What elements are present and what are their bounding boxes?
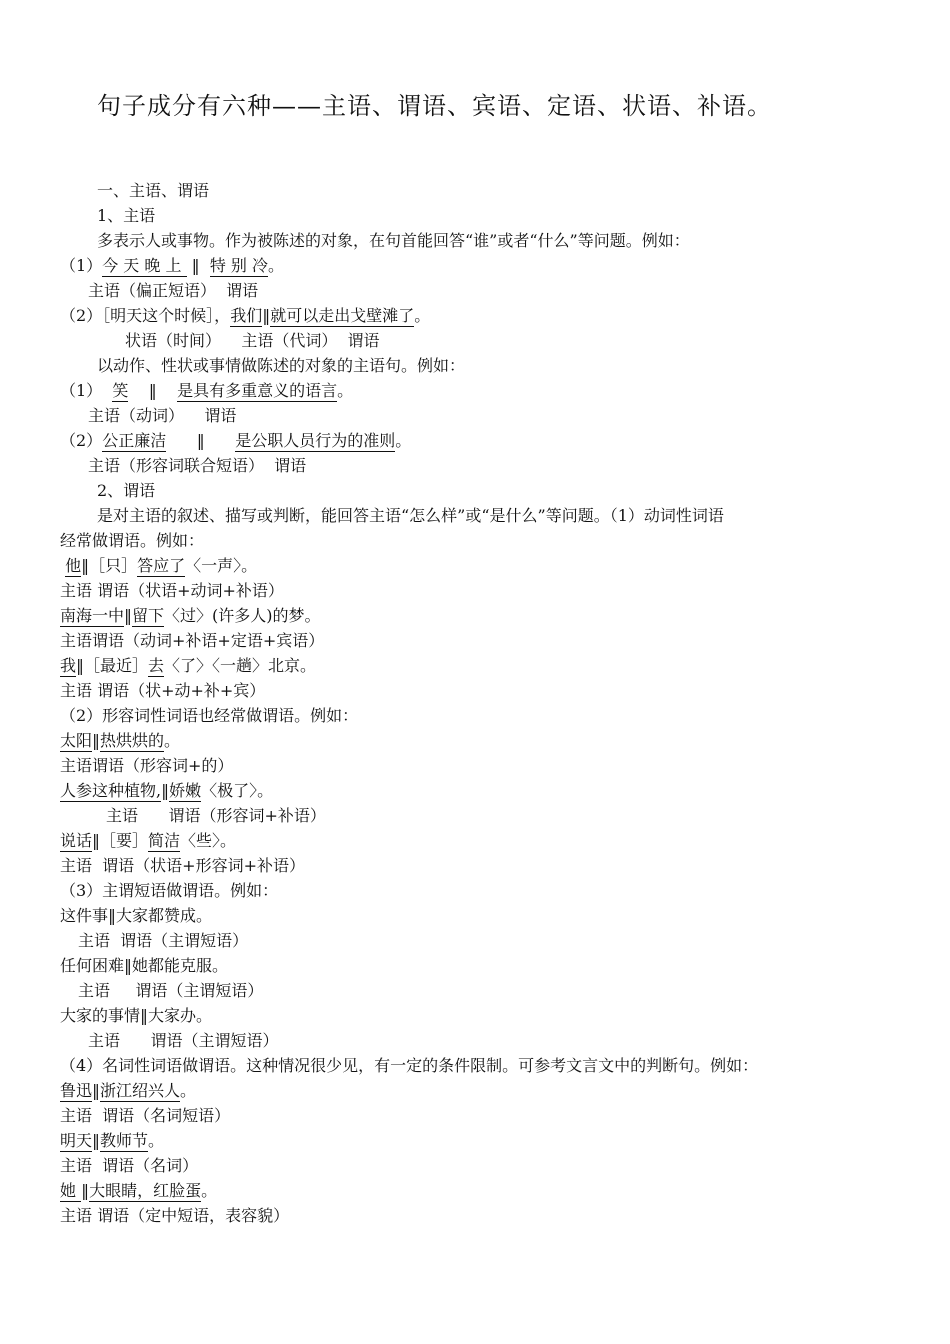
- text-segment: （1）: [60, 256, 103, 275]
- underlined-phrase: 留下: [132, 606, 165, 625]
- document-title: 句子成分有六种——主语、谓语、宾语、定语、状语、补语。: [97, 92, 772, 120]
- text-segment: （2）: [60, 431, 103, 450]
- text-segment: 。: [180, 1081, 197, 1100]
- text-segment: （3）主谓短语做谓语。例如：: [60, 881, 279, 900]
- underlined-phrase: 娇嫩: [169, 781, 202, 800]
- text-segment: 主语谓语（形容词+的）: [60, 756, 234, 775]
- text-segment: 主语谓语（动词+补语+定语+宾语）: [60, 631, 325, 650]
- text-line: [60, 1005, 212, 1027]
- text-segment: 这件事‖大家都赞成。: [60, 906, 213, 925]
- text-segment: 。: [268, 256, 285, 275]
- text-line: [60, 1105, 230, 1127]
- text-line: [88, 280, 258, 302]
- text-line: [60, 630, 324, 652]
- underlined-phrase: 今 天 晚 上: [102, 256, 187, 275]
- text-segment: ‖: [161, 781, 170, 800]
- underlined-phrase: 明天: [60, 1131, 93, 1150]
- underlined-phrase: 鲁迅: [60, 1081, 93, 1100]
- text-line: [60, 880, 278, 902]
- underlined-phrase: 浙江绍兴人: [100, 1081, 181, 1100]
- text-line: [60, 905, 212, 927]
- text-segment: 主语 谓语（主谓短语）: [78, 931, 249, 950]
- text-segment: 主语 谓语（形容词+补语）: [106, 806, 326, 825]
- text-line: [60, 1155, 198, 1177]
- text-segment: （1）: [60, 381, 113, 400]
- text-line: [60, 555, 257, 577]
- text-segment: 主语 谓语（主谓短语）: [78, 981, 264, 1000]
- text-segment: 主语 谓语（状语+形容词+补语）: [60, 856, 305, 875]
- text-segment: 〈些〉。: [180, 831, 237, 850]
- text-line: [60, 605, 321, 627]
- text-segment: ‖: [92, 1081, 101, 1100]
- text-segment: 多表示人或事物。作为被陈述的对象，在句首能回答“谁”或者“什么”等问题。例如：: [97, 231, 690, 250]
- text-line: [97, 480, 155, 502]
- text-segment: ‖: [92, 731, 101, 750]
- text-line: [60, 1055, 758, 1077]
- text-segment: 主语 谓语（名词短语）: [60, 1106, 231, 1125]
- text-segment: 任何困难‖她都能克服。: [60, 956, 229, 975]
- underlined-phrase: 教师节: [100, 1131, 149, 1150]
- text-segment: 。: [395, 431, 412, 450]
- text-line: [60, 430, 411, 452]
- text-segment: 主语（形容词联合短语） 谓语: [88, 456, 307, 475]
- text-line: [97, 230, 690, 252]
- text-segment: ‖［要］: [92, 831, 149, 850]
- text-segment: ‖: [262, 306, 271, 325]
- text-segment: （2）［明天这个时候］，: [60, 306, 231, 325]
- text-line: [97, 505, 724, 527]
- text-segment: 大家的事情‖大家办。: [60, 1006, 213, 1025]
- text-line: [60, 1205, 289, 1227]
- text-line: [60, 255, 284, 277]
- text-segment: 。: [164, 731, 181, 750]
- text-segment: ‖: [186, 256, 210, 275]
- text-segment: （2）形容词性词语也经常做谓语。例如：: [60, 706, 359, 725]
- text-line: [88, 1030, 279, 1052]
- text-line: [60, 855, 305, 877]
- text-segment: 是对主语的叙述、描写或判断，能回答主语“怎么样”或“是什么”等问题。（1）动词性词语: [97, 506, 724, 525]
- underlined-phrase: 是公职人员行为的准则: [235, 431, 396, 450]
- underlined-phrase: 太阳: [60, 731, 93, 750]
- text-line: [60, 1080, 196, 1102]
- text-line: [60, 580, 284, 602]
- underlined-phrase: 简洁: [148, 831, 181, 850]
- underlined-phrase: 公正廉洁: [102, 431, 167, 450]
- text-line: [106, 805, 326, 827]
- text-segment: 〈过〉(许多人)的梦。: [164, 606, 321, 625]
- text-segment: 主语 谓语（主谓短语）: [88, 1031, 279, 1050]
- text-segment: ‖: [92, 1131, 101, 1150]
- text-line: [97, 205, 155, 227]
- text-segment: ‖: [128, 381, 178, 400]
- text-segment: 〈了〉〈一趟〉北京。: [164, 656, 317, 675]
- underlined-phrase: 说话: [60, 831, 93, 850]
- underlined-phrase: 是具有多重意义的语言: [177, 381, 338, 400]
- text-line: [88, 455, 306, 477]
- underlined-phrase: 去: [148, 656, 165, 675]
- text-segment: 状语（时间） 主语（代词） 谓语: [125, 331, 380, 350]
- text-line: [60, 955, 228, 977]
- text-line: [60, 680, 265, 702]
- text-line: [60, 655, 316, 677]
- text-segment: ‖［最近］: [76, 656, 149, 675]
- text-segment: 。: [337, 381, 354, 400]
- text-segment: 。: [201, 1181, 218, 1200]
- text-segment: 以动作、性状或事情做陈述的对象的主语句。例如：: [97, 356, 466, 375]
- text-segment: 主语 谓语（定中短语，表容貌）: [60, 1206, 290, 1225]
- text-segment: 主语（动词） 谓语: [88, 406, 237, 425]
- text-line: [60, 1130, 164, 1152]
- underlined-phrase: 答应了: [137, 556, 186, 575]
- underlined-phrase: 笑: [112, 381, 129, 400]
- text-line: [60, 830, 236, 852]
- text-line: [78, 930, 248, 952]
- underlined-phrase: 我们: [230, 306, 263, 325]
- underlined-phrase: 热烘烘的: [100, 731, 165, 750]
- text-segment: 主语（偏正短语） 谓语: [88, 281, 259, 300]
- text-segment: 主语 谓语（状语+动词+补语）: [60, 581, 284, 600]
- text-segment: 〈一声〉。: [185, 556, 258, 575]
- text-segment: 一、主语、谓语: [97, 181, 210, 200]
- text-segment: 〈极了〉。: [201, 781, 274, 800]
- text-segment: ‖: [166, 431, 236, 450]
- underlined-phrase: 人参这种植物,: [60, 781, 162, 800]
- underlined-phrase: 她: [60, 1181, 82, 1200]
- text-line: [60, 705, 358, 727]
- text-line: [78, 980, 263, 1002]
- text-line: [60, 380, 353, 402]
- text-segment: ‖: [124, 606, 133, 625]
- text-line: [60, 305, 430, 327]
- text-line: [60, 780, 273, 802]
- text-segment: （4）名词性词语做谓语。这种情况很少见，有一定的条件限制。可参考文言文中的判断句。例如：: [60, 1056, 759, 1075]
- text-line: [97, 180, 209, 202]
- underlined-phrase: 特 别 冷: [209, 256, 268, 275]
- underlined-phrase: 大眼睛，红脸蛋: [89, 1181, 202, 1200]
- underlined-phrase: 南海一中: [60, 606, 125, 625]
- text-line: [60, 1180, 217, 1202]
- text-segment: 主语 谓语（状+动+补+宾）: [60, 681, 266, 700]
- underlined-phrase: 他: [65, 556, 82, 575]
- text-segment: 。: [148, 1131, 165, 1150]
- underlined-phrase: 就可以走出戈壁滩了: [270, 306, 415, 325]
- text-line: [88, 405, 236, 427]
- text-segment: 1、主语: [97, 206, 156, 225]
- text-segment: 。: [414, 306, 431, 325]
- text-segment: 主语 谓语（名词）: [60, 1156, 199, 1175]
- text-segment: ‖［只］: [81, 556, 138, 575]
- text-line: [125, 330, 380, 352]
- text-segment: ‖: [81, 1181, 90, 1200]
- text-line: [60, 530, 204, 552]
- text-line: [60, 755, 233, 777]
- underlined-phrase: 我: [60, 656, 77, 675]
- text-line: [60, 730, 180, 752]
- text-segment: 2、谓语: [97, 481, 156, 500]
- text-line: [97, 355, 465, 377]
- text-segment: 经常做谓语。例如：: [60, 531, 205, 550]
